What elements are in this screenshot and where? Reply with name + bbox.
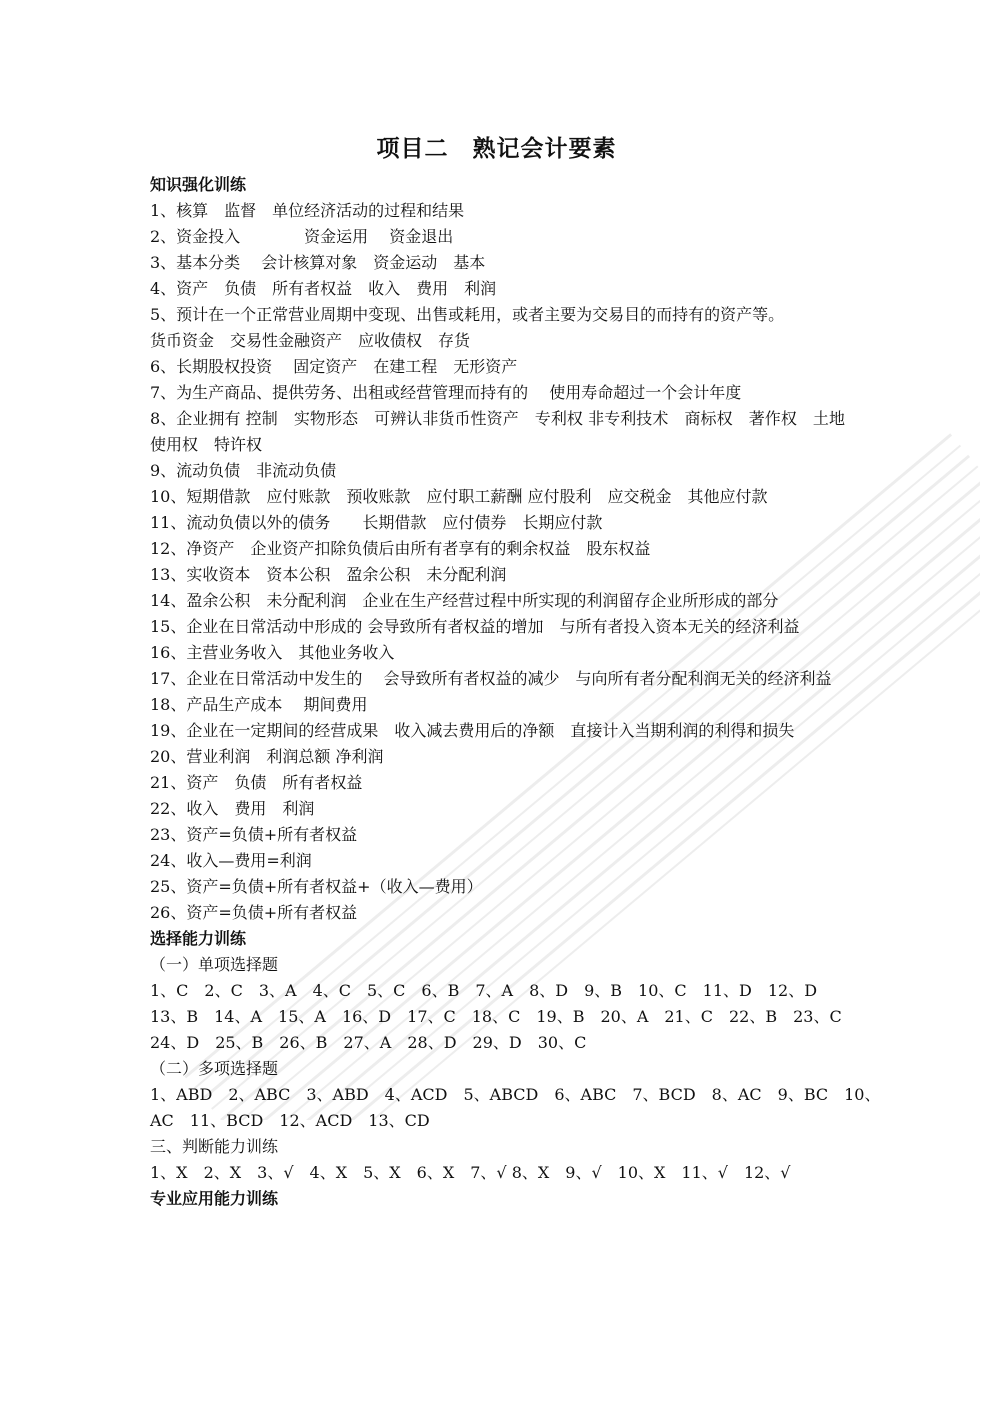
list-item: 25、资产=负债+所有者权益+（收入—费用）	[150, 877, 483, 896]
list-item: 20、营业利润 利润总额 净利润	[150, 747, 384, 766]
list-item: 21、资产 负债 所有者权益	[150, 773, 363, 792]
list-item: 16、主营业务收入 其他业务收入	[150, 643, 395, 662]
section-heading-knowledge: 知识强化训练	[150, 175, 247, 194]
list-item: 14、盈余公积 未分配利润 企业在生产经营过程中所实现的利润留存企业所形成的部分	[150, 591, 779, 610]
list-item: 15、企业在日常活动中形成的 会导致所有者权益的增加 与所有者投入资本无关的经济利益	[150, 617, 800, 636]
list-item: 货币资金 交易性金融资产 应收债权 存货	[150, 331, 471, 350]
list-item: 23、资产=负债+所有者权益	[150, 825, 358, 844]
answer-line: AC 11、BCD 12、ACD 13、CD	[150, 1111, 430, 1130]
list-item: 7、为生产商品、提供劳务、出租或经营管理而持有的 使用寿命超过一个会计年度	[150, 383, 742, 402]
list-item: 17、企业在日常活动中发生的 会导致所有者权益的减少 与向所有者分配利润无关的经济利益	[150, 669, 832, 688]
answer-line: 1、C 2、C 3、A 4、C 5、C 6、B 7、A 8、D 9、B 10、C 11、D 12、D	[150, 981, 818, 1000]
list-item: 1、核算 监督 单位经济活动的过程和结果	[150, 201, 465, 220]
list-item: 24、收入—费用=利润	[150, 851, 312, 870]
section-heading-choice: 选择能力训练	[150, 929, 247, 948]
list-item: 11、流动负债以外的债务 长期借款 应付债券 长期应付款	[150, 513, 603, 532]
document-body	[150, 172, 881, 1212]
list-item: 5、预计在一个正常营业周期中变现、出售或耗用，或者主要为交易目的而持有的资产等。	[150, 305, 785, 324]
list-item: 8、企业拥有 控制 实物形态 可辨认非货币性资产 专利权 非专利技术 商标权 著作权 土地使用权 特许权	[150, 409, 845, 454]
list-item: 3、基本分类 会计核算对象 资金运动 基本	[150, 253, 486, 272]
list-item: 22、收入 费用 利润	[150, 799, 315, 818]
subsection-label-judge: 三、判断能力训练	[150, 1137, 279, 1156]
page-title: 项目二 熟记会计要素	[376, 136, 617, 162]
list-item: 10、短期借款 应付账款 预收账款 应付职工薪酬 应付股利 应交税金 其他应付款	[150, 487, 768, 506]
list-item: 4、资产 负债 所有者权益 收入 费用 利润	[150, 279, 497, 298]
answer-line: 1、X 2、X 3、√ 4、X 5、X 6、X 7、√ 8、X 9、√ 10、X 11、√ 12、√	[150, 1163, 791, 1182]
subsection-label-multi: （二）多项选择题	[150, 1059, 279, 1078]
list-item: 6、长期股权投资 固定资产 在建工程 无形资产	[150, 357, 518, 376]
list-item: 9、流动负债 非流动负债	[150, 461, 337, 480]
answer-line: 13、B 14、A 15、A 16、D 17、C 18、C 19、B 20、A 21、C 22、B 23、C	[150, 1007, 842, 1026]
list-item: 19、企业在一定期间的经营成果 收入减去费用后的净额 直接计入当期利润的利得和损失	[150, 721, 795, 740]
list-item: 13、实收资本 资本公积 盈余公积 未分配利润	[150, 565, 507, 584]
list-item: 18、产品生产成本 期间费用	[150, 695, 368, 714]
section-heading-application: 专业应用能力训练	[150, 1189, 279, 1208]
list-item: 26、资产=负债+所有者权益	[150, 903, 358, 922]
list-item: 12、净资产 企业资产扣除负债后由所有者享有的剩余权益 股东权益	[150, 539, 651, 558]
subsection-label-single: （一）单项选择题	[150, 955, 279, 974]
list-item: 2、资金投入 资金运用 资金退出	[150, 227, 454, 246]
answer-line: 24、D 25、B 26、B 27、A 28、D 29、D 30、C	[150, 1033, 587, 1052]
answer-line: 1、ABD 2、ABC 3、ABD 4、ACD 5、ABCD 6、ABC 7、BCD 8、AC 9、BC 10、	[150, 1085, 881, 1104]
